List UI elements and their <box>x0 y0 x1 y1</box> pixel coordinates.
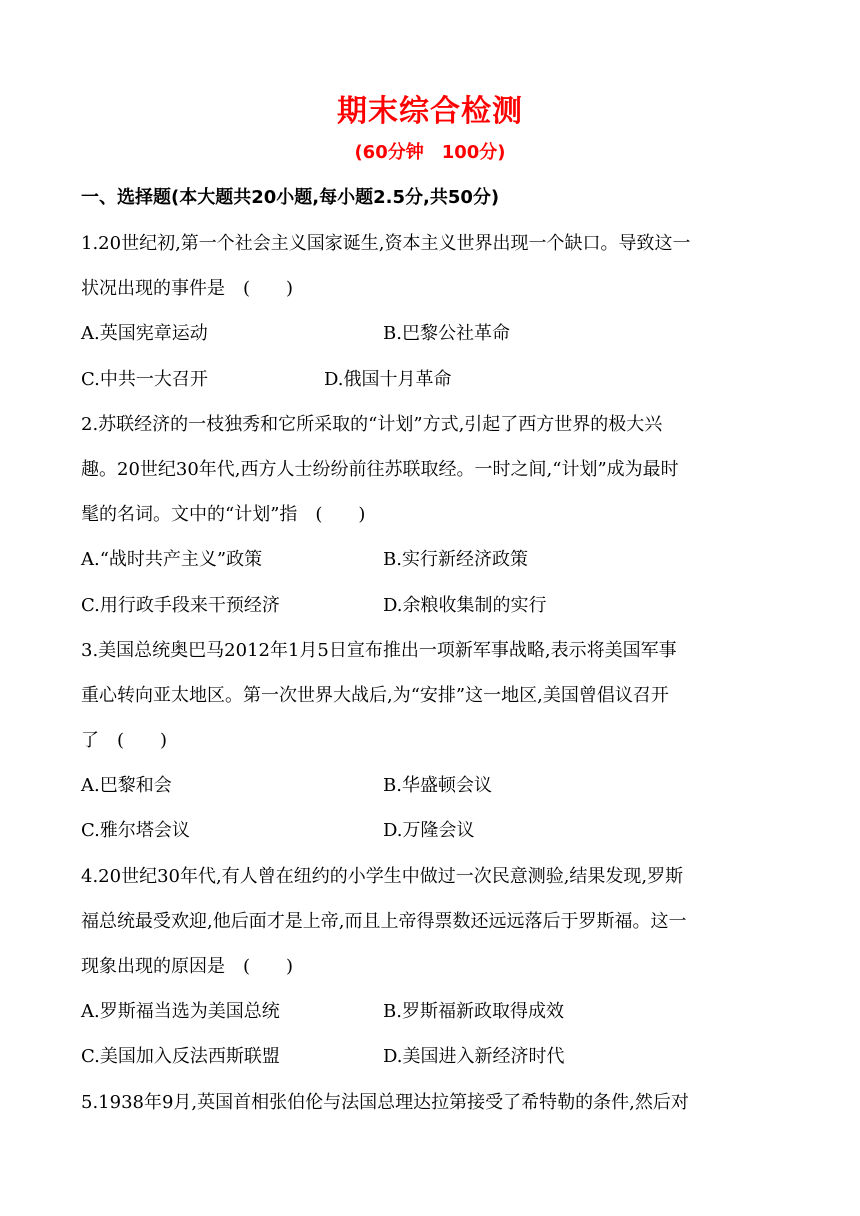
exam-duration-score: (60分钟 100分) <box>354 142 506 163</box>
page-title: 期末综合检测 <box>337 94 523 129</box>
question-text: 髦的名词。文中的“计划”指 ( ) <box>81 504 366 526</box>
option-b: B.实行新经济政策 <box>383 549 528 571</box>
option-a: A.巴黎和会 <box>81 775 172 797</box>
option-row <box>81 586 781 631</box>
question-text: 状况出现的事件是 ( ) <box>81 278 294 300</box>
question-2 <box>81 405 781 631</box>
section-heading: 一、选择题(本大题共20小题,每小题2.5分,共50分) <box>81 187 500 208</box>
question-text: 趣。20世纪30年代,西方人士纷纷前往苏联取经。一时之间,“计划”成为最时 <box>81 458 679 480</box>
option-d: D.俄国十月革命 <box>324 368 452 390</box>
option-a: A.罗斯福当选为美国总统 <box>81 1001 280 1023</box>
question-text: 3.美国总统奥巴马2012年1月5日宣布推出一项新军事战略,表示将美国军事 <box>81 639 677 661</box>
question-text: 5.1938年9月,英国首相张伯伦与法国总理达拉第接受了希特勒的条件,然后对 <box>81 1091 689 1113</box>
question-text: 现象出现的原因是 ( ) <box>81 956 294 977</box>
option-c: C.美国加入反法西斯联盟 <box>81 1046 280 1068</box>
option-d: D.余粮收集制的实行 <box>383 594 547 616</box>
question-1 <box>81 224 781 405</box>
option-row <box>81 992 781 1037</box>
option-b: B.华盛顿会议 <box>383 775 492 797</box>
option-row <box>81 811 781 856</box>
option-b: B.罗斯福新政取得成效 <box>383 1001 564 1023</box>
question-4 <box>81 857 781 1083</box>
question-text: 了 ( ) <box>81 730 168 752</box>
option-a: A.英国宪章运动 <box>81 323 208 345</box>
option-row <box>81 766 781 811</box>
option-a: A.“战时共产主义”政策 <box>81 549 263 571</box>
option-c: C.雅尔塔会议 <box>81 820 190 842</box>
option-d: D.美国进入新经济时代 <box>383 1046 565 1068</box>
question-5 <box>81 1083 781 1128</box>
option-d: D.万隆会议 <box>383 820 475 842</box>
question-text: 4.20世纪30年代,有人曾在纽约的小学生中做过一次民意测验,结果发现,罗斯 <box>81 865 684 887</box>
question-text: 重心转向亚太地区。第一次世界大战后,为“安排”这一地区,美国曾倡议召开 <box>81 684 669 706</box>
question-text: 2.苏联经济的一枝独秀和它所采取的“计划”方式,引起了西方世界的极大兴 <box>81 413 663 435</box>
question-list <box>81 224 781 1128</box>
option-c: C.用行政手段来干预经济 <box>81 594 280 616</box>
question-text: 福总统最受欢迎,他后面才是上帝,而且上帝得票数还远远落后于罗斯福。这一 <box>81 910 687 932</box>
option-row <box>81 540 781 585</box>
question-text: 1.20世纪初,第一个社会主义国家诞生,资本主义世界出现一个缺口。导致这一 <box>81 233 691 254</box>
option-row <box>81 314 781 359</box>
option-row <box>81 1037 781 1082</box>
option-c: C.中共一大召开 <box>81 368 208 390</box>
question-3 <box>81 631 781 857</box>
option-row <box>81 360 781 405</box>
option-b: B.巴黎公社革命 <box>383 323 510 345</box>
